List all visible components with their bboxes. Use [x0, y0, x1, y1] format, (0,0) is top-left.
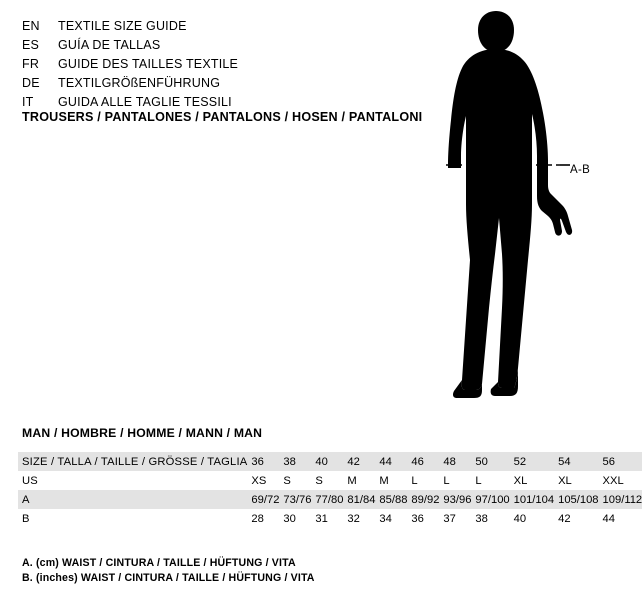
cell: XL	[558, 474, 572, 487]
cell: M	[347, 474, 357, 487]
cell: 42	[343, 452, 375, 471]
cell: 30	[283, 512, 296, 525]
cell: L	[411, 474, 418, 487]
footnote-b: B. (inches) WAIST / CINTURA / TAILLE / HÜFTUNG / VITA	[22, 572, 315, 584]
cell: S	[315, 474, 323, 487]
cell: 73/76	[279, 490, 311, 509]
cell: L	[443, 474, 450, 487]
product-title: TROUSERS / PANTALONES / PANTALONS / HOSEN / PANTALONI	[22, 110, 423, 124]
cell: 50	[471, 452, 509, 471]
cell: 54	[554, 452, 598, 471]
measure-label-ab: A-B	[570, 164, 591, 176]
cell: 44	[375, 452, 407, 471]
table-row	[18, 471, 642, 490]
cell: 40	[513, 512, 527, 525]
cell: S	[283, 474, 291, 487]
language-row	[22, 74, 382, 93]
table-row	[18, 490, 642, 509]
cell: 36	[247, 452, 279, 471]
cell: 32	[347, 512, 360, 525]
cell: 38	[475, 512, 488, 525]
language-code: ES	[22, 38, 40, 52]
language-row	[22, 17, 382, 36]
language-text: TEXTILGRÖßENFÜHRUNG	[58, 76, 221, 90]
cell: 56	[599, 452, 642, 471]
cell: 89/92	[407, 490, 439, 509]
cell: 37	[443, 512, 456, 525]
language-list	[22, 17, 382, 112]
cell: XXL	[602, 474, 624, 487]
table-row	[18, 509, 642, 528]
language-text: GUIDE DES TAILLES TEXTILE	[58, 57, 239, 71]
cell: 97/100	[471, 490, 509, 509]
cell: 93/96	[439, 490, 471, 509]
language-row	[22, 55, 382, 74]
cell: XS	[251, 474, 267, 487]
cell: 31	[315, 512, 328, 525]
cell: 105/108	[554, 490, 598, 509]
cell: 40	[311, 452, 343, 471]
table-title: MAN / HOMBRE / HOMME / MANN / MAN	[22, 426, 263, 440]
language-row	[22, 36, 382, 55]
cell: 85/88	[375, 490, 407, 509]
cell: 48	[439, 452, 471, 471]
row-label: A	[18, 490, 247, 509]
language-code: FR	[22, 57, 40, 71]
cell: 46	[407, 452, 439, 471]
language-code: DE	[22, 76, 40, 90]
cell: XL	[513, 474, 528, 487]
cell: 109/112	[599, 490, 642, 509]
language-text: TEXTILE SIZE GUIDE	[58, 19, 187, 33]
row-label: SIZE / TALLA / TAILLE / GRÖSSE / TAGLIA	[18, 452, 247, 471]
language-code: EN	[22, 19, 40, 33]
cell: L	[475, 474, 482, 487]
language-code: IT	[22, 95, 34, 109]
man-silhouette-icon	[410, 8, 600, 408]
cell: 81/84	[343, 490, 375, 509]
row-label: US	[22, 474, 38, 487]
cell: 34	[379, 512, 392, 525]
cell: 36	[411, 512, 424, 525]
cell: 38	[279, 452, 311, 471]
footnote-a: A. (cm) WAIST / CINTURA / TAILLE / HÜFTUNG / VITA	[22, 557, 296, 569]
cell: 42	[558, 512, 571, 525]
footnotes	[22, 556, 315, 586]
language-text: GUÍA DE TALLAS	[58, 38, 161, 52]
cell: M	[379, 474, 389, 487]
cell: 28	[251, 512, 264, 525]
cell: 44	[602, 512, 615, 525]
cell: 101/104	[510, 490, 554, 509]
cell: 52	[510, 452, 554, 471]
row-label: B	[22, 512, 30, 525]
table-row	[18, 452, 642, 471]
cell: 77/80	[311, 490, 343, 509]
figure-illustration	[410, 8, 600, 408]
size-table	[18, 452, 642, 528]
language-text: GUIDA ALLE TAGLIE TESSILI	[58, 95, 232, 109]
cell: 69/72	[247, 490, 279, 509]
